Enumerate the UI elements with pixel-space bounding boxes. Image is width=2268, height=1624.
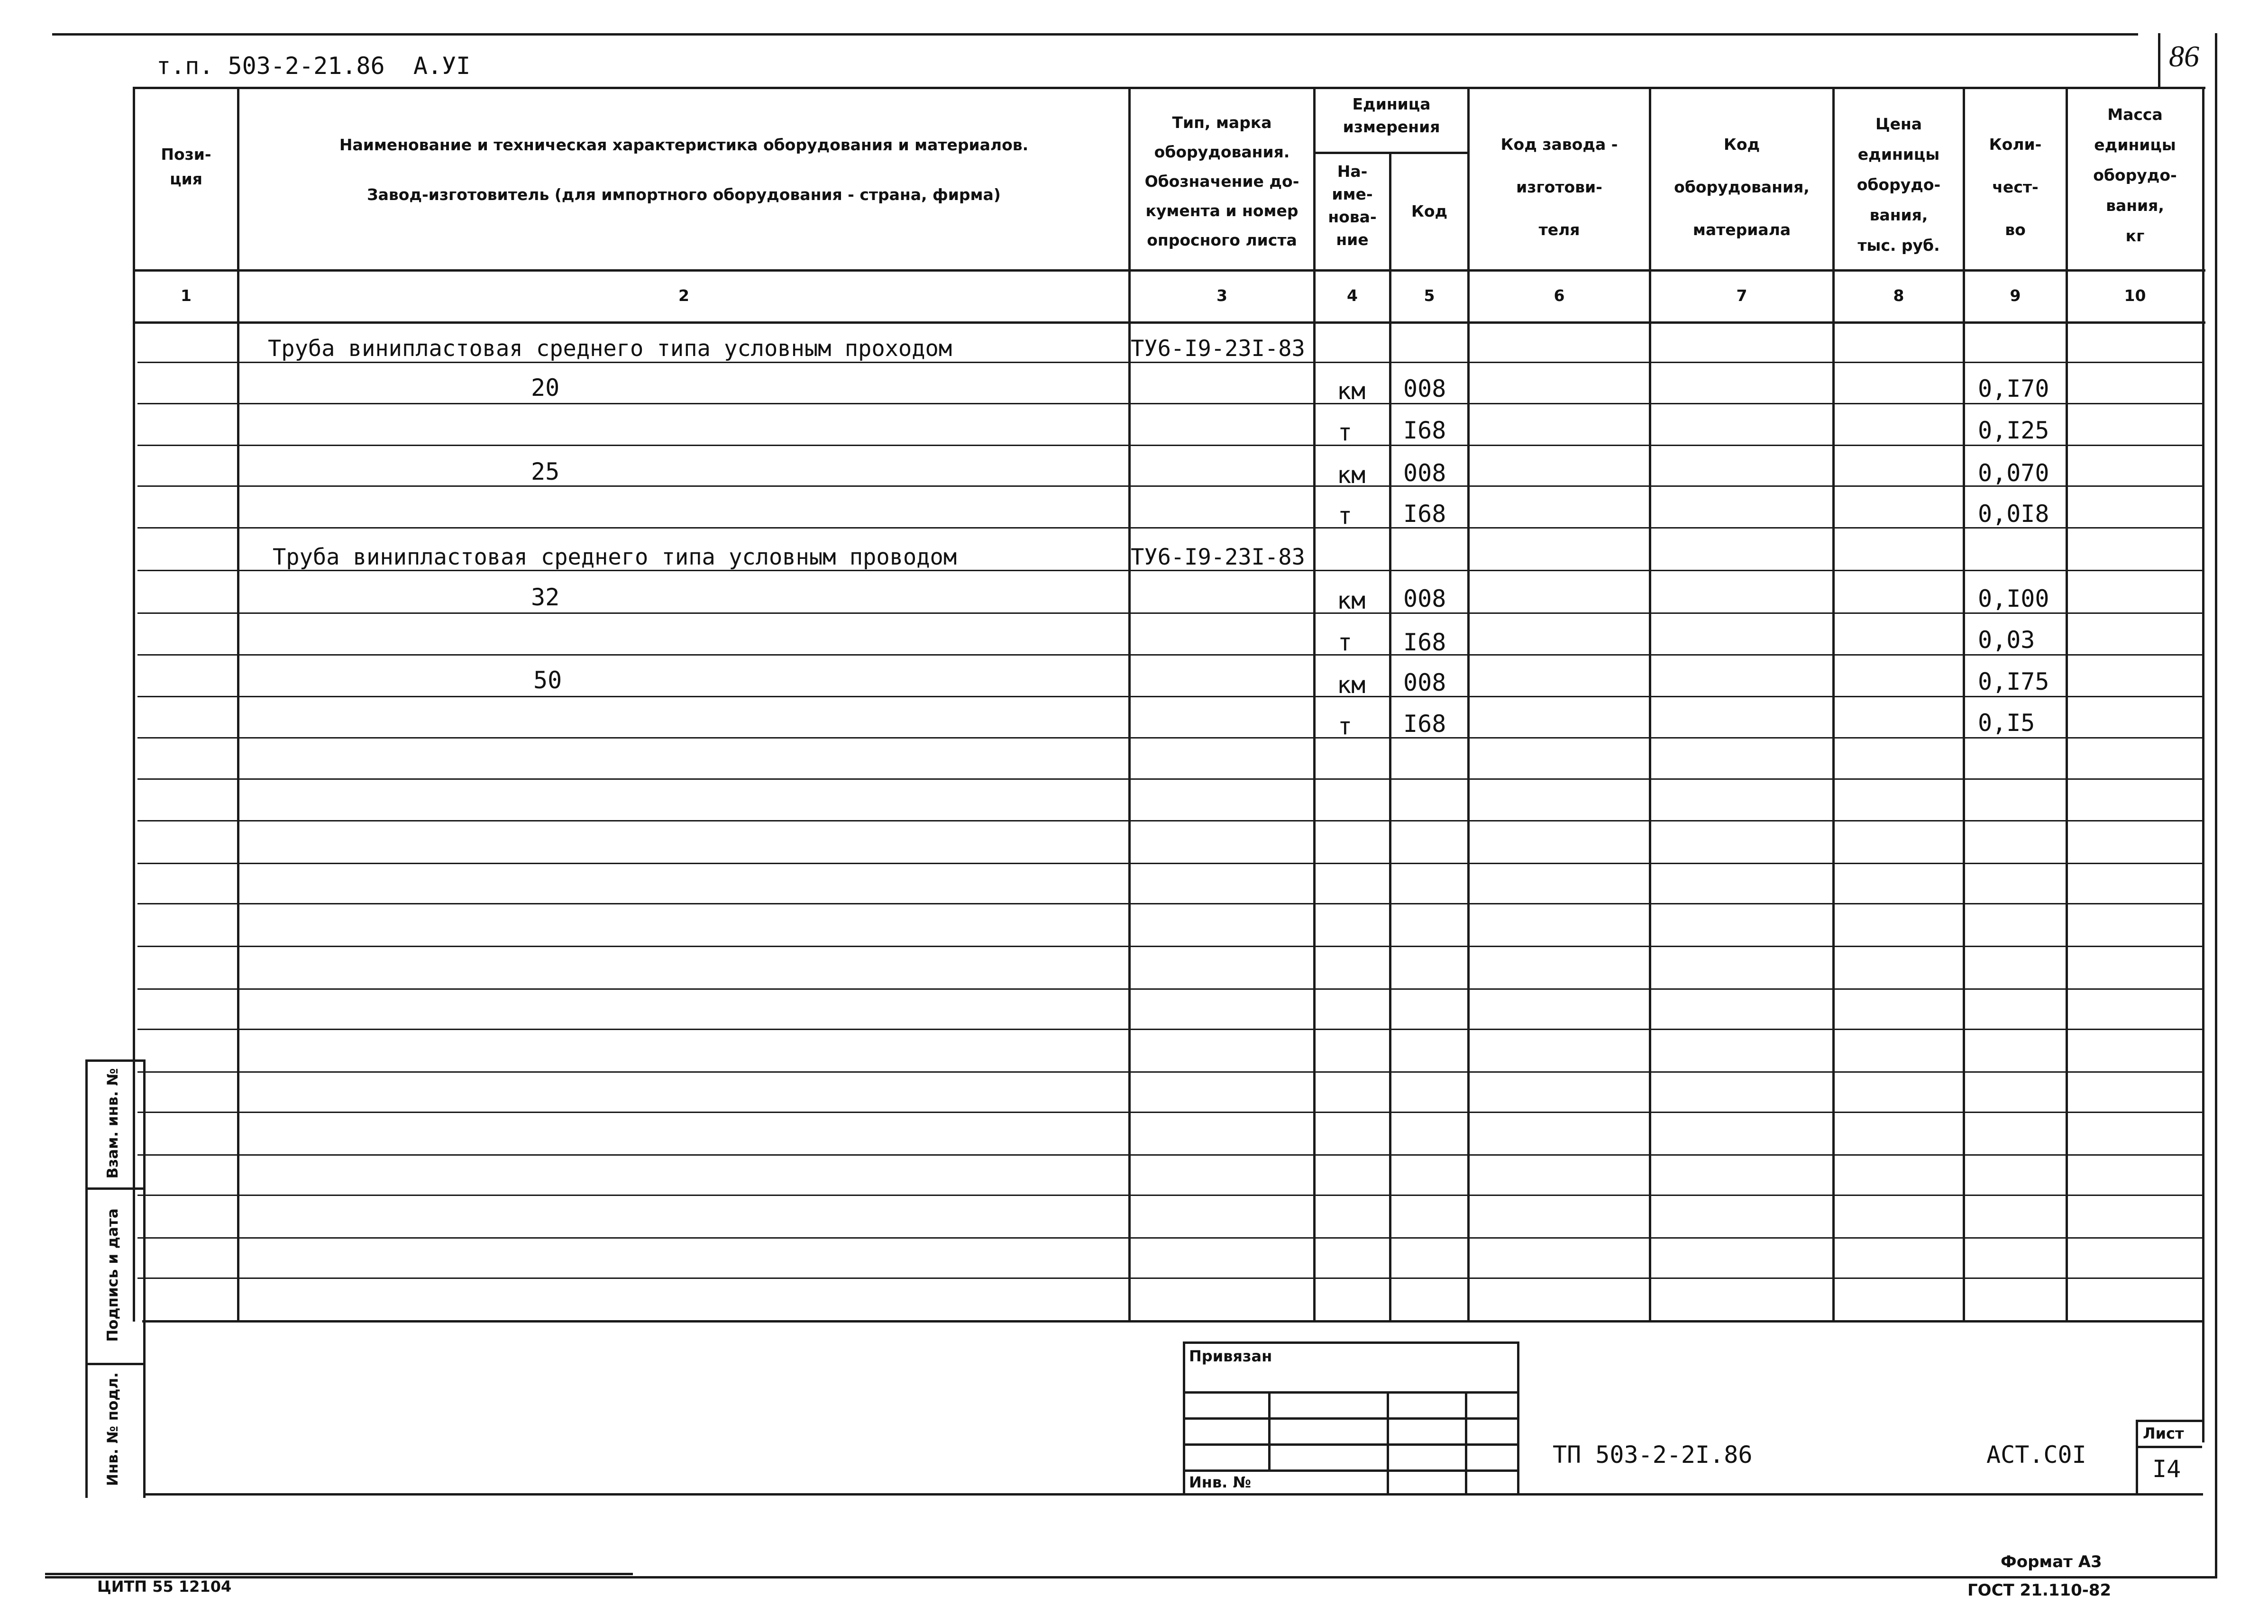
page-number: 86: [2169, 39, 2199, 73]
table-right: [2202, 87, 2204, 1442]
col-num-2: 2: [678, 286, 689, 305]
row-line: [137, 1237, 2202, 1239]
row-9-unit: км: [1337, 671, 1366, 699]
header-unit-group: Единица измерения: [1343, 95, 1440, 136]
stamp-sign-date: Подпись и дата: [104, 1208, 121, 1342]
bound-label: Привязан: [1189, 1347, 1272, 1365]
col-sep-2: [1128, 87, 1131, 1320]
header-price: Цена единицы оборудо- вания, тыс. руб.: [1856, 115, 1941, 255]
row-line: [137, 988, 2202, 990]
title-block-bottom: [143, 1493, 2203, 1496]
unit-group-divider: [1313, 152, 1467, 154]
header-bottom: [134, 269, 2205, 272]
row-line: [137, 612, 2202, 614]
col-sep-4: [1389, 152, 1391, 1320]
row-line: [137, 445, 2202, 446]
format-label: Формат А3: [2001, 1552, 2102, 1571]
doc-mark: АСТ.С0I: [1986, 1441, 2086, 1469]
sheet-number: I4: [2152, 1455, 2181, 1483]
row-line: [137, 1195, 2202, 1196]
row-3-code: I68: [1403, 417, 1446, 444]
col-sep-7: [1832, 87, 1835, 1320]
header-name-line1: Наименование и техническая характеристика оборудования и материалов.: [339, 136, 1029, 154]
row-line: [137, 1277, 2202, 1279]
col-sep-1: [237, 87, 239, 1320]
doc-code: ТП 503-2-2I.86: [1553, 1441, 1753, 1469]
page-number-box-left: [2158, 33, 2160, 88]
row-4-name: 25: [531, 458, 560, 485]
row-8-unit: т: [1338, 629, 1353, 656]
row-line: [137, 903, 2202, 904]
row-line: [137, 696, 2202, 697]
bottom-left-rule: [45, 1573, 633, 1575]
row-line: [137, 737, 2202, 739]
row-line: [137, 778, 2202, 780]
header-equipment-code: Код оборудования, материала: [1674, 135, 1810, 239]
row-10-unit: т: [1338, 712, 1353, 740]
stamp-inv-no: Инв. № подл.: [104, 1372, 121, 1486]
row-8-qty: 0,03: [1978, 626, 2035, 654]
row-9-name: 50: [533, 666, 562, 694]
stamp-outer-left: [85, 1059, 88, 1498]
header-position: Пози- ция: [161, 145, 211, 188]
row-4-code: 008: [1403, 459, 1446, 487]
row-line: [137, 1071, 2202, 1073]
row-line: [137, 527, 2202, 529]
row-2-name: 20: [531, 374, 560, 401]
document-reference: т.п. 503-2-21.86 А.УI: [156, 52, 471, 80]
row-1-type: ТУ6-I9-23I-83: [1131, 336, 1305, 362]
col-sep-8: [1963, 87, 1965, 1320]
right-frame: [2215, 33, 2217, 1578]
row-1-name: Труба винипластовая среднего типа условным проходом: [268, 336, 952, 362]
col-sep-6: [1649, 87, 1651, 1320]
table-left: [133, 87, 135, 1322]
row-5-code: I68: [1403, 500, 1446, 528]
row-9-code: 008: [1403, 669, 1446, 696]
row-7-qty: 0,I00: [1978, 585, 2049, 612]
sheet-box-top: [2136, 1420, 2202, 1422]
bind-box-v2: [1387, 1391, 1389, 1496]
col-num-10: 10: [2124, 286, 2146, 305]
col-num-9: 9: [2010, 286, 2021, 305]
bind-box-h3: [1183, 1443, 1519, 1446]
sheet-label: Лист: [2143, 1424, 2184, 1442]
col-num-3: 3: [1216, 286, 1227, 305]
col-num-4: 4: [1347, 286, 1358, 305]
header-type: Тип, марка оборудования. Обозначение до- кумента и номер опросного листа: [1144, 113, 1299, 249]
row-2-code: 008: [1403, 375, 1446, 402]
row-8-code: I68: [1403, 629, 1446, 656]
row-3-unit: т: [1338, 419, 1353, 446]
row-9-qty: 0,I75: [1978, 668, 2049, 695]
row-5-qty: 0,0I8: [1978, 500, 2049, 528]
col-num-7: 7: [1736, 286, 1747, 305]
row-4-unit: км: [1337, 461, 1366, 489]
row-line: [137, 403, 2202, 404]
table-bottom: [142, 1320, 2204, 1323]
citp-code: ЦИТП 55 12104: [97, 1578, 232, 1596]
row-line: [137, 1112, 2202, 1113]
row-2-unit: км: [1337, 377, 1366, 405]
col-num-6: 6: [1554, 286, 1565, 305]
col-num-1: 1: [181, 286, 192, 305]
row-line: [137, 1029, 2202, 1030]
bind-box-h1: [1183, 1391, 1519, 1394]
row-2-qty: 0,I70: [1978, 375, 2049, 402]
colnum-bottom: [134, 321, 2205, 324]
bind-box-v1: [1268, 1391, 1271, 1469]
row-line: [137, 820, 2202, 821]
row-3-qty: 0,I25: [1978, 417, 2049, 444]
col-num-8: 8: [1893, 286, 1904, 305]
row-7-code: 008: [1403, 585, 1446, 612]
row-10-code: I68: [1403, 710, 1446, 738]
bind-box-h2: [1183, 1417, 1519, 1420]
header-unit-code: Код: [1411, 202, 1448, 220]
inv-label: Инв. №: [1189, 1473, 1251, 1491]
row-line: [137, 946, 2202, 947]
row-line: [137, 485, 2202, 487]
row-7-unit: км: [1337, 587, 1366, 614]
gost-label: ГОСТ 21.110-82: [1967, 1581, 2112, 1600]
row-7-name: 32: [531, 584, 560, 611]
title-block-left: [143, 1320, 146, 1496]
row-4-qty: 0,070: [1978, 459, 2049, 487]
header-name-line2: Завод-изготовитель (для импортного оборудования - страна, фирма): [367, 185, 1001, 204]
row-5-unit: т: [1338, 502, 1353, 529]
row-line: [137, 863, 2202, 864]
col-sep-5: [1467, 87, 1470, 1320]
col-num-5: 5: [1424, 286, 1435, 305]
header-unit-name: На- име- нова- ние: [1328, 162, 1377, 249]
bind-box-v3: [1465, 1391, 1467, 1496]
bottom-frame: [45, 1576, 2217, 1578]
sheet-box-mid: [2136, 1446, 2202, 1448]
col-sep-9: [2066, 87, 2068, 1320]
bind-box-top: [1183, 1341, 1519, 1344]
row-6-type: ТУ6-I9-23I-83: [1131, 544, 1305, 570]
top-rule: [52, 33, 2138, 36]
table-top: [134, 87, 2205, 89]
bind-box-h4: [1183, 1469, 1519, 1472]
row-line: [137, 654, 2202, 656]
header-mass: Масса единицы оборудо- вания, кг: [2093, 105, 2177, 245]
col-sep-3: [1313, 87, 1316, 1320]
header-factory-code: Код завода - изготови- теля: [1500, 135, 1618, 239]
stamp-replace-inv: Взам. инв. №: [104, 1068, 121, 1179]
row-6-name: Труба винипластовая среднего типа условным проводом: [273, 544, 957, 570]
header-quantity: Коли- чест- во: [1989, 135, 2042, 239]
sheet-box-left: [2136, 1420, 2138, 1496]
row-line: [137, 1154, 2202, 1156]
row-10-qty: 0,I5: [1978, 709, 2035, 737]
